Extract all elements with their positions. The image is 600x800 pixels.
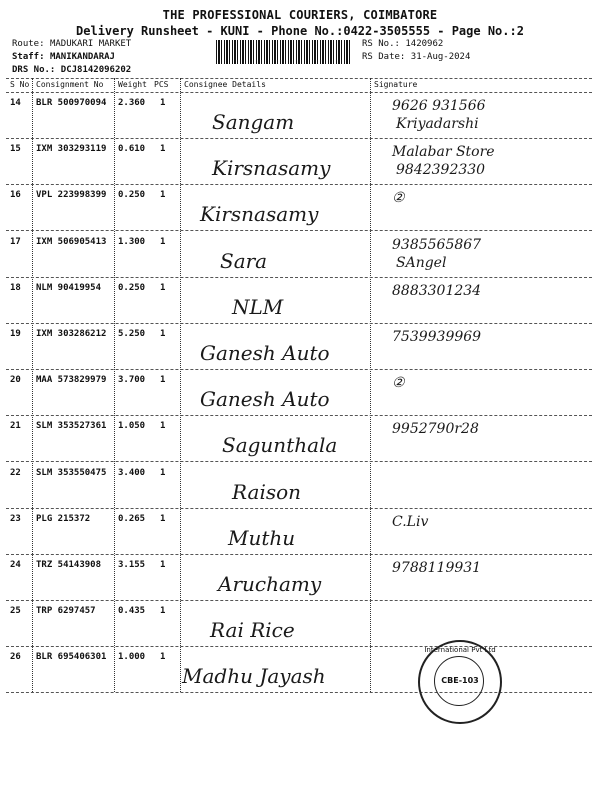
row-separator [6, 415, 592, 416]
row-sno: 25 [10, 606, 21, 616]
row-consignment: TRP 6297457 [36, 606, 96, 616]
row-consignment: VPL 223998399 [36, 190, 107, 200]
col-consignee: Consignee Details [184, 80, 266, 89]
row-consignment: MAA 573829979 [36, 375, 107, 385]
row-sno: 23 [10, 514, 21, 524]
row-separator [6, 277, 592, 278]
row-consignment: NLM 90419954 [36, 283, 102, 293]
row-weight: 0.250 [118, 190, 146, 200]
staff-value: MANIKANDARAJ [49, 52, 115, 62]
row-pcs: 1 [160, 468, 166, 478]
row-separator [6, 508, 592, 509]
row-pcs: 1 [160, 421, 166, 431]
route-label: Route: [12, 39, 45, 49]
header-rule [6, 78, 592, 79]
row-consignment: SLM 353527361 [36, 421, 107, 431]
signature-handwriting-line2: SAngel [396, 255, 447, 271]
meta-left [12, 38, 131, 77]
col-pcs: PCS [154, 80, 169, 89]
consignee-handwriting: Muthu [228, 526, 296, 550]
row-pcs: 1 [160, 652, 166, 662]
row-weight: 3.700 [118, 375, 146, 385]
signature-handwriting: 9788119931 [392, 560, 482, 576]
row-separator [6, 600, 592, 601]
row-separator [6, 184, 592, 185]
row-pcs: 1 [160, 375, 166, 385]
row-weight: 3.155 [118, 560, 146, 570]
row-weight: 3.400 [118, 468, 146, 478]
consignee-handwriting: Ganesh Auto [200, 341, 330, 365]
row-pcs: 1 [160, 190, 166, 200]
row-consignment: IXM 303286212 [36, 329, 107, 339]
row-sno: 22 [10, 468, 21, 478]
row-weight: 0.265 [118, 514, 146, 524]
signature-handwriting: Malabar Store [392, 144, 495, 160]
rs-no-value: 1420962 [405, 39, 444, 49]
consignee-handwriting: NLM [232, 295, 284, 319]
row-sno: 18 [10, 283, 21, 293]
row-consignment: IXM 506905413 [36, 237, 107, 247]
meta-right [362, 38, 470, 64]
signature-handwriting-line2: 9842392330 [396, 162, 486, 178]
consignee-handwriting: Sangam [212, 110, 295, 134]
stamp-text: International Pvt Ltd [424, 646, 496, 654]
row-pcs: 1 [160, 283, 166, 293]
row-sno: 14 [10, 98, 21, 108]
row-separator [6, 461, 592, 462]
row-consignment: SLM 353550475 [36, 468, 107, 478]
signature-handwriting: ② [392, 190, 405, 206]
col-signature: Signature [374, 80, 418, 89]
row-weight: 5.250 [118, 329, 146, 339]
consignee-handwriting: Madhu Jayash [182, 664, 326, 688]
staff-label: Staff: [12, 52, 45, 62]
row-sno: 24 [10, 560, 21, 570]
consignee-handwriting: Ganesh Auto [200, 387, 330, 411]
row-consignment: IXM 303293119 [36, 144, 107, 154]
row-weight: 0.435 [118, 606, 146, 616]
row-sno: 19 [10, 329, 21, 339]
row-pcs: 1 [160, 560, 166, 570]
header-rule-bottom [6, 92, 592, 93]
row-separator [6, 230, 592, 231]
row-consignment: PLG 215372 [36, 514, 91, 524]
row-separator [6, 138, 592, 139]
route-value: MADUKARI MARKET [49, 39, 132, 49]
row-separator [6, 692, 592, 693]
signature-handwriting: 8883301234 [392, 283, 482, 299]
consignee-handwriting: Sagunthala [222, 433, 338, 457]
company-stamp [418, 640, 502, 724]
signature-handwriting: C.Liv [392, 514, 429, 530]
consignee-handwriting: Rai Rice [210, 618, 295, 642]
barcode [216, 40, 352, 64]
row-weight: 1.050 [118, 421, 146, 431]
row-weight: 1.000 [118, 652, 146, 662]
row-weight: 0.250 [118, 283, 146, 293]
row-weight: 1.300 [118, 237, 146, 247]
document-title: THE PROFESSIONAL COURIERS, COIMBATORE [162, 8, 438, 22]
row-weight: 2.360 [118, 98, 146, 108]
row-pcs: 1 [160, 144, 166, 154]
rs-date-label: RS Date: [362, 52, 406, 62]
drs-value: DCJ8142096202 [60, 65, 132, 75]
signature-handwriting: 9952790r28 [392, 421, 479, 437]
row-consignment: TRZ 54143908 [36, 560, 102, 570]
row-consignment: BLR 500970094 [36, 98, 107, 108]
drs-label: DRS No.: [12, 65, 56, 75]
consignee-handwriting: Sara [220, 249, 268, 273]
rs-no-label: RS No.: [362, 39, 400, 49]
row-separator [6, 554, 592, 555]
row-weight: 0.610 [118, 144, 146, 154]
row-sno: 21 [10, 421, 21, 431]
signature-handwriting: ② [392, 375, 405, 391]
row-sno: 17 [10, 237, 21, 247]
consignee-handwriting: Kirsnasamy [212, 156, 331, 180]
row-separator [6, 369, 592, 370]
row-pcs: 1 [160, 606, 166, 616]
row-pcs: 1 [160, 514, 166, 524]
row-sno: 16 [10, 190, 21, 200]
consignee-handwriting: Raison [232, 480, 302, 504]
row-sno: 15 [10, 144, 21, 154]
row-pcs: 1 [160, 329, 166, 339]
signature-handwriting: 7539939969 [392, 329, 482, 345]
row-separator [6, 323, 592, 324]
row-pcs: 1 [160, 237, 166, 247]
row-separator [6, 646, 592, 647]
document-subtitle: Delivery Runsheet - KUNI - Phone No.:0422-3505555 - Page No.:2 [76, 24, 524, 38]
row-consignment: BLR 695406301 [36, 652, 107, 662]
rs-date-value: 31-Aug-2024 [410, 52, 471, 62]
consignee-handwriting: Kirsnasamy [200, 202, 319, 226]
stamp-code: CBE-103 [441, 676, 479, 685]
row-sno: 26 [10, 652, 21, 662]
col-weight: Weight [118, 80, 147, 89]
signature-handwriting: 9385565867 [392, 237, 482, 253]
col-sno: S No [10, 80, 30, 89]
row-sno: 20 [10, 375, 21, 385]
row-pcs: 1 [160, 98, 166, 108]
consignee-handwriting: Aruchamy [218, 572, 322, 596]
col-consignment: Consignment No [36, 80, 104, 89]
signature-handwriting: 9626 931566 [392, 98, 486, 114]
signature-handwriting-line2: Kriyadarshi [396, 116, 479, 132]
